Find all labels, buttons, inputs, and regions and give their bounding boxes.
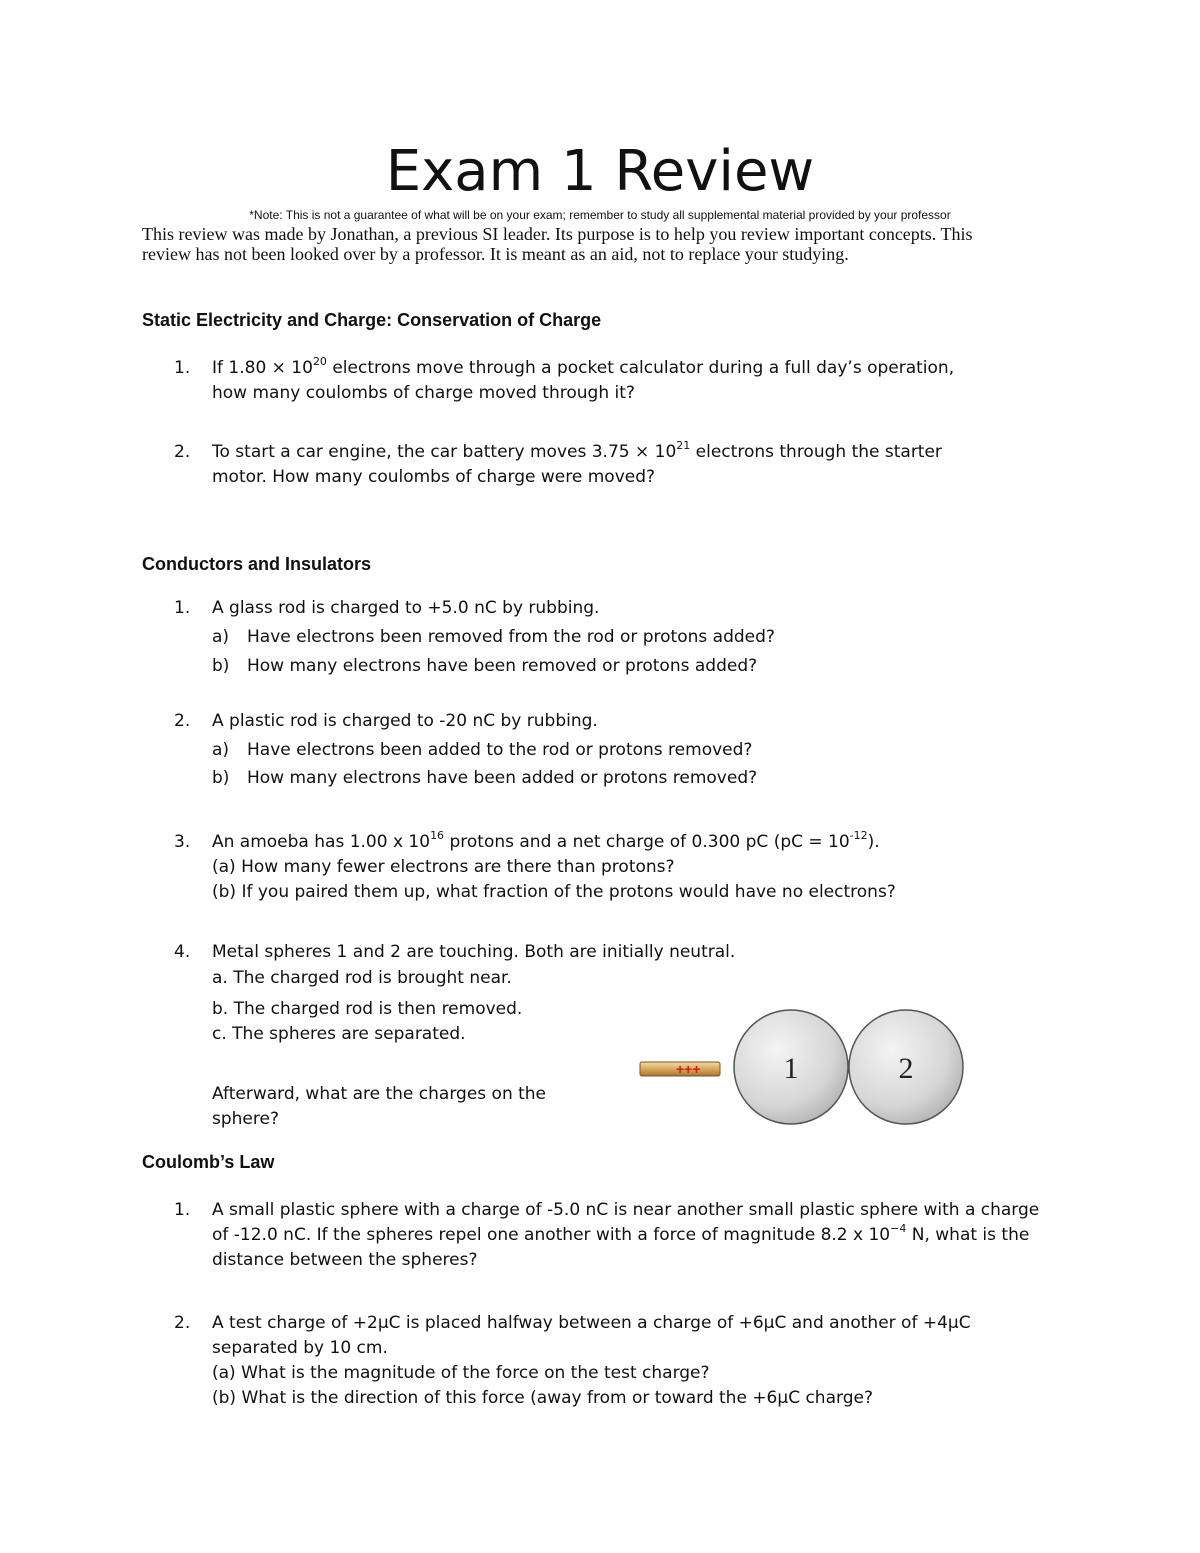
question-text-continued: separated by 10 cm. xyxy=(212,1338,388,1358)
question-text-continued: how many coulombs of charge moved through it? xyxy=(212,383,635,403)
question-text: An amoeba has 1.00 x $10^{16}$ protons and a net charge of 0.300 pC $(pC = 10^{-12})$. xyxy=(212,829,880,852)
rod-charge-label: +++ xyxy=(676,1061,701,1077)
question-text-continued: distance between the spheres? xyxy=(212,1250,478,1270)
spheres-figure xyxy=(636,1000,976,1130)
question-text: If $1.80 \times 10^{20}$ electrons move through a pocket calculator during a full day’s operation, xyxy=(212,355,955,378)
question-text-continued: motor. How many coulombs of charge were moved? xyxy=(212,467,656,487)
sphere-2-label: 2 xyxy=(898,1052,914,1085)
section-heading-static-electricity: Static Electricity and Charge: Conservation of Charge xyxy=(142,310,602,330)
sub-question: (b) What is the direction of this force (away from or toward the +6µC charge? xyxy=(212,1388,873,1408)
question-number: 4. xyxy=(174,942,191,962)
question-text: A plastic rod is charged to -20 nC by rubbing. xyxy=(212,711,598,731)
intro-line: review has not been looked over by a professor. It is meant as an aid, not to replace your studying. xyxy=(142,244,849,264)
sub-question: (a) What is the magnitude of the force on the test charge? xyxy=(212,1363,710,1383)
question-number: 2. xyxy=(174,1313,191,1333)
question-number: 2. xyxy=(174,442,191,462)
question-number: 2. xyxy=(174,711,191,731)
question-text: Metal spheres 1 and 2 are touching. Both are initially neutral. xyxy=(212,942,736,962)
disclaimer-note: *Note: This is not a guarantee of what will be on your exam; remember to study all supplemental material provided by your professor xyxy=(249,208,951,222)
step-text: b. The charged rod is then removed. xyxy=(212,999,523,1019)
question-number: 1. xyxy=(174,1200,191,1220)
document-page: Exam 1 Review *Note: This is not a guarantee of what will be on your exam; remember to study all supplemental material provided by your professor This review was made by Jonathan, a previous SI leader. Its purpose is to help you review important concepts. This review has not been looked over by a professor. It is meant as an aid, not to replace your studying. Static Electricity and Charge: Conservation of Charge 1. If $1.80 \times 10^{20}$ electrons move through a pocket calculator during a full day’s operation, how many coulombs of charge moved through it? 2. To start a car engine, the car battery moves $3.75 \times 10^{21}$ electrons through the starter motor. How many coulombs of charge were moved? Conductors and Insulators 1. A glass rod is charged to +5.0 nC by rubbing. a) Have electrons been removed from the rod or protons added? b) How many electrons have been removed or protons added? 2. A plastic rod is charged to -20 nC by rubbing. a) Have electrons been added to the rod or protons removed? b) How many electrons have been added or protons removed? 3. An amoeba has 1.00 x $10^{16}$ protons and a net charge of 0.300 pC $(pC = 10^{-12})$. (a) How many fewer electrons are there than protons? (b) If you paired them up, what fraction of the protons would have no electrons? 4. Metal spheres 1 and 2 are touching. Both are initially neutral. a. The charged rod is brought near. b. The charged rod is then removed. c. The spheres are separated. Afterward, what are the charges on the sphere? +++ 1 2 Coulomb’s Law 1. A small plastic sphere with a charge of -5.0 nC is near another small plastic sphere with a charge of -12.0 nC. If the spheres repel one another with a force of magnitude 8.2 x $10^{-4}$ N, what is the distance between the spheres? 2. A test charge of +2µC is placed halfway between a charge of +6µC and another of +4µC separated by 10 cm. (a) What is the magnitude of the force on the test charge? (b) What is the direction of this force (away from or toward the +6µC charge? xyxy=(0,0,1200,1553)
question-text: A glass rod is charged to +5.0 nC by rubbing. xyxy=(212,598,600,618)
intro-line: This review was made by Jonathan, a previous SI leader. Its purpose is to help you review important concepts. This xyxy=(142,224,973,244)
sub-question: (a) How many fewer electrons are there than protons? xyxy=(212,857,675,877)
question-prompt: Afterward, what are the charges on the xyxy=(212,1084,547,1104)
question-number: 3. xyxy=(174,832,191,852)
question-number: 1. xyxy=(174,598,191,618)
question-text: To start a car engine, the car battery moves $3.75 \times 10^{21}$ electrons through the starter xyxy=(212,439,942,462)
question-text: A test charge of +2µC is placed halfway between a charge of +6µC and another of +4µC xyxy=(212,1313,971,1333)
intro-paragraph xyxy=(142,224,1062,264)
question-prompt: sphere? xyxy=(212,1109,279,1129)
sub-question: (b) If you paired them up, what fraction of the protons would have no electrons? xyxy=(212,882,896,902)
question-text-continued: of -12.0 nC. If the spheres repel one another with a force of magnitude 8.2 x $10^{-4}$ N, what is the xyxy=(212,1222,1030,1245)
step-text: c. The spheres are separated. xyxy=(212,1024,466,1044)
step-text: a. The charged rod is brought near. xyxy=(212,968,512,988)
section-heading-coulombs-law: Coulomb’s Law xyxy=(142,1152,275,1172)
sphere-1-label: 1 xyxy=(783,1052,799,1085)
section-heading-conductors: Conductors and Insulators xyxy=(142,554,372,574)
question-text: A small plastic sphere with a charge of -5.0 nC is near another small plastic sphere with a charge xyxy=(212,1200,1040,1220)
question-number: 1. xyxy=(174,358,191,378)
page-title: Exam 1 Review xyxy=(385,139,815,204)
